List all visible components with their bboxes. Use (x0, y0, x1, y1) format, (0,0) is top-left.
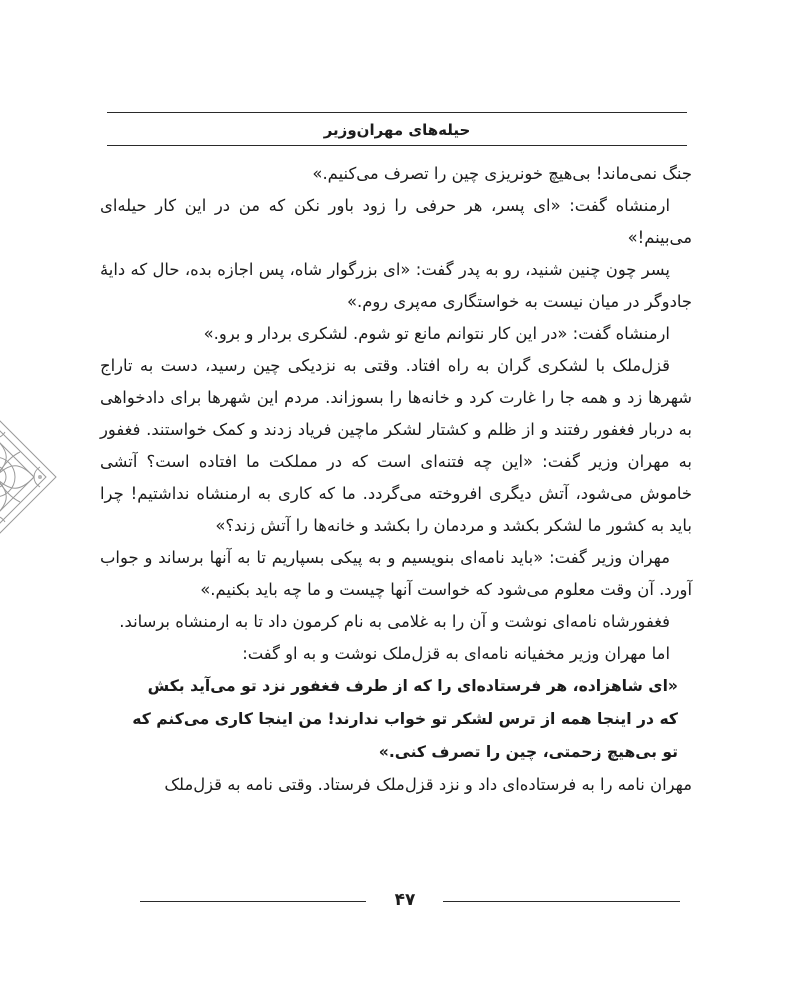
paragraph: فغفورشاه نامه‌ای نوشت و آن را به غلامی به نام کرمون داد تا به ارمنشاه برساند. (119, 612, 670, 631)
footer-rule-left (140, 901, 366, 902)
page-number: ۴۷ (394, 890, 416, 910)
paragraph: قزل‌ملک با لشکری گران به راه افتاد. وقتی به نزدیکی چین رسید، دست به تاراج شهرها زد و همه جا را غارت کرد و خانه‌ها را بسوزاند. مردم این شهرها برای دادخواهی به دربار فغفور رفتند و از ظلم و کشتار لشکر ماچین فریاد زدند و کمک خواستند. فغفور به مهران وزیر گفت: «این چه فتنه‌ای است که در مملکت ما افتاده است؟ آتشی خاموش می‌شود، آتش دیگری افروخته می‌گردد. ما که کاری به ارمنشاه نداشتیم! چرا باید به کشور ما لشکر بکشد و مردمان را بکشد و خانه‌ها را آتش زند؟» (100, 356, 692, 535)
footer-rule-right (443, 901, 680, 902)
header-rule-top (107, 112, 687, 113)
paragraph: پسر چون چنین شنید، رو به پدر گفت: «ای بزرگوار شاه، پس اجازه بده، حال که دایهٔ جادوگر در میان نیست به خواستگاری مه‌پری روم.» (100, 260, 692, 311)
paragraph: جنگ نمی‌ماند! بی‌هیچ خونریزی چین را تصرف می‌کنیم.» (312, 164, 692, 183)
paragraph: اما مهران وزیر مخفیانه نامه‌ای به قزل‌ملک نوشت و به او گفت: (242, 644, 670, 663)
paragraph: ارمنشاه گفت: «در این کار نتوانم مانع تو شوم. لشکری بردار و برو.» (203, 324, 670, 343)
paragraph: ارمنشاه گفت: «ای پسر، هر حرفی را زود باور نکن که من در این کار حیله‌ای می‌بینم!» (100, 196, 692, 247)
letter-line: «ای شاهزاده، هر فرستاده‌ای را که از طرف فغفور نزد تو می‌آید بکش (147, 677, 678, 695)
arabesque-ornament-icon (0, 412, 60, 542)
page-footer (140, 888, 680, 912)
letter-line: که در اینجا همه از ترس لشکر تو خواب ندارند! من اینجا کاری می‌کنم که (132, 710, 678, 728)
body-text (100, 158, 692, 801)
closing-paragraph: مهران نامه را به فرستاده‌ای داد و نزد قزل‌ملک فرستاد. وقتی نامه به قزل‌ملک (164, 775, 692, 794)
paragraph: مهران وزیر گفت: «باید نامه‌ای بنویسیم و به پیکی بسپاریم تا به آنها برساند و جواب آورد. آن وقت معلوم می‌شود که خواست آنها چیست و ما چه باید بکنیم.» (100, 548, 692, 599)
letter-line: تو بی‌هیچ زحمتی، چین را تصرف کنی.» (378, 743, 678, 761)
running-head: حیله‌های مهران‌وزیر (323, 121, 471, 139)
header-rule-bottom (107, 145, 687, 146)
